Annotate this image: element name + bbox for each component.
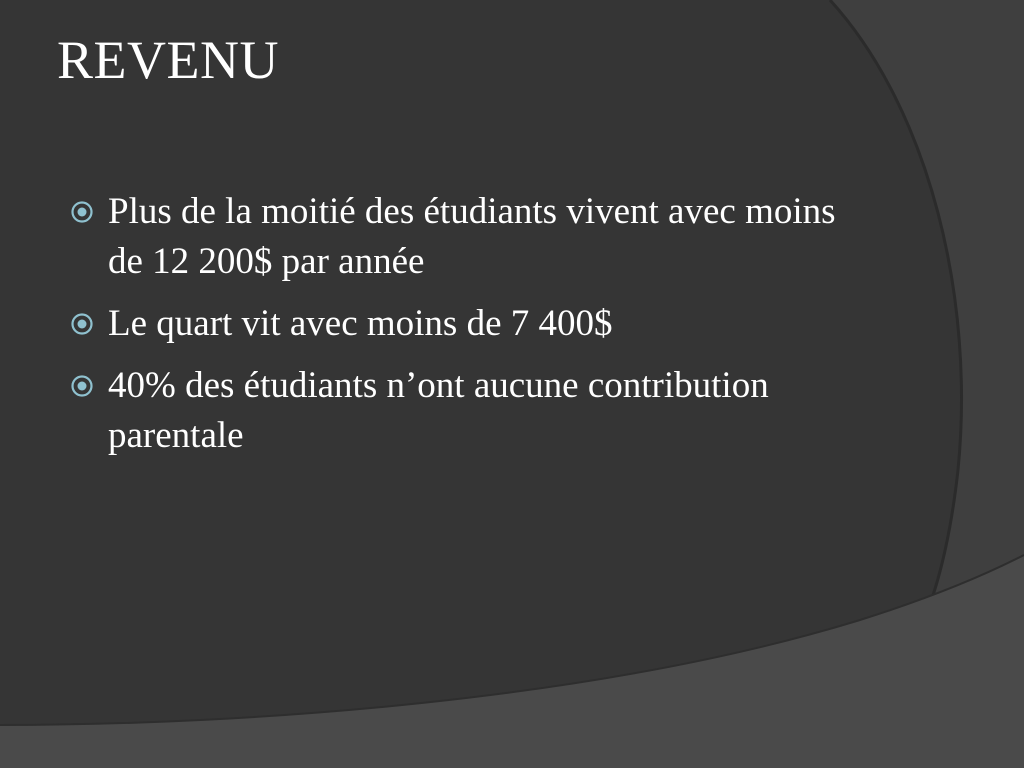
- bullet-list: [70, 187, 850, 473]
- circled-dot-icon: [70, 374, 94, 398]
- bullet-text: Plus de la moitié des étudiants vivent avec moins de 12 200$ par année: [108, 191, 836, 282]
- list-item: [70, 361, 850, 461]
- list-item: [70, 299, 850, 349]
- list-item: [70, 187, 850, 287]
- slide-title: REVENU: [57, 30, 279, 90]
- bullet-text: 40% des étudiants n’ont aucune contribution parentale: [108, 365, 769, 456]
- bullet-text: Le quart vit avec moins de 7 400$: [108, 303, 613, 344]
- circled-dot-icon: [70, 200, 94, 224]
- circled-dot-icon: [70, 312, 94, 336]
